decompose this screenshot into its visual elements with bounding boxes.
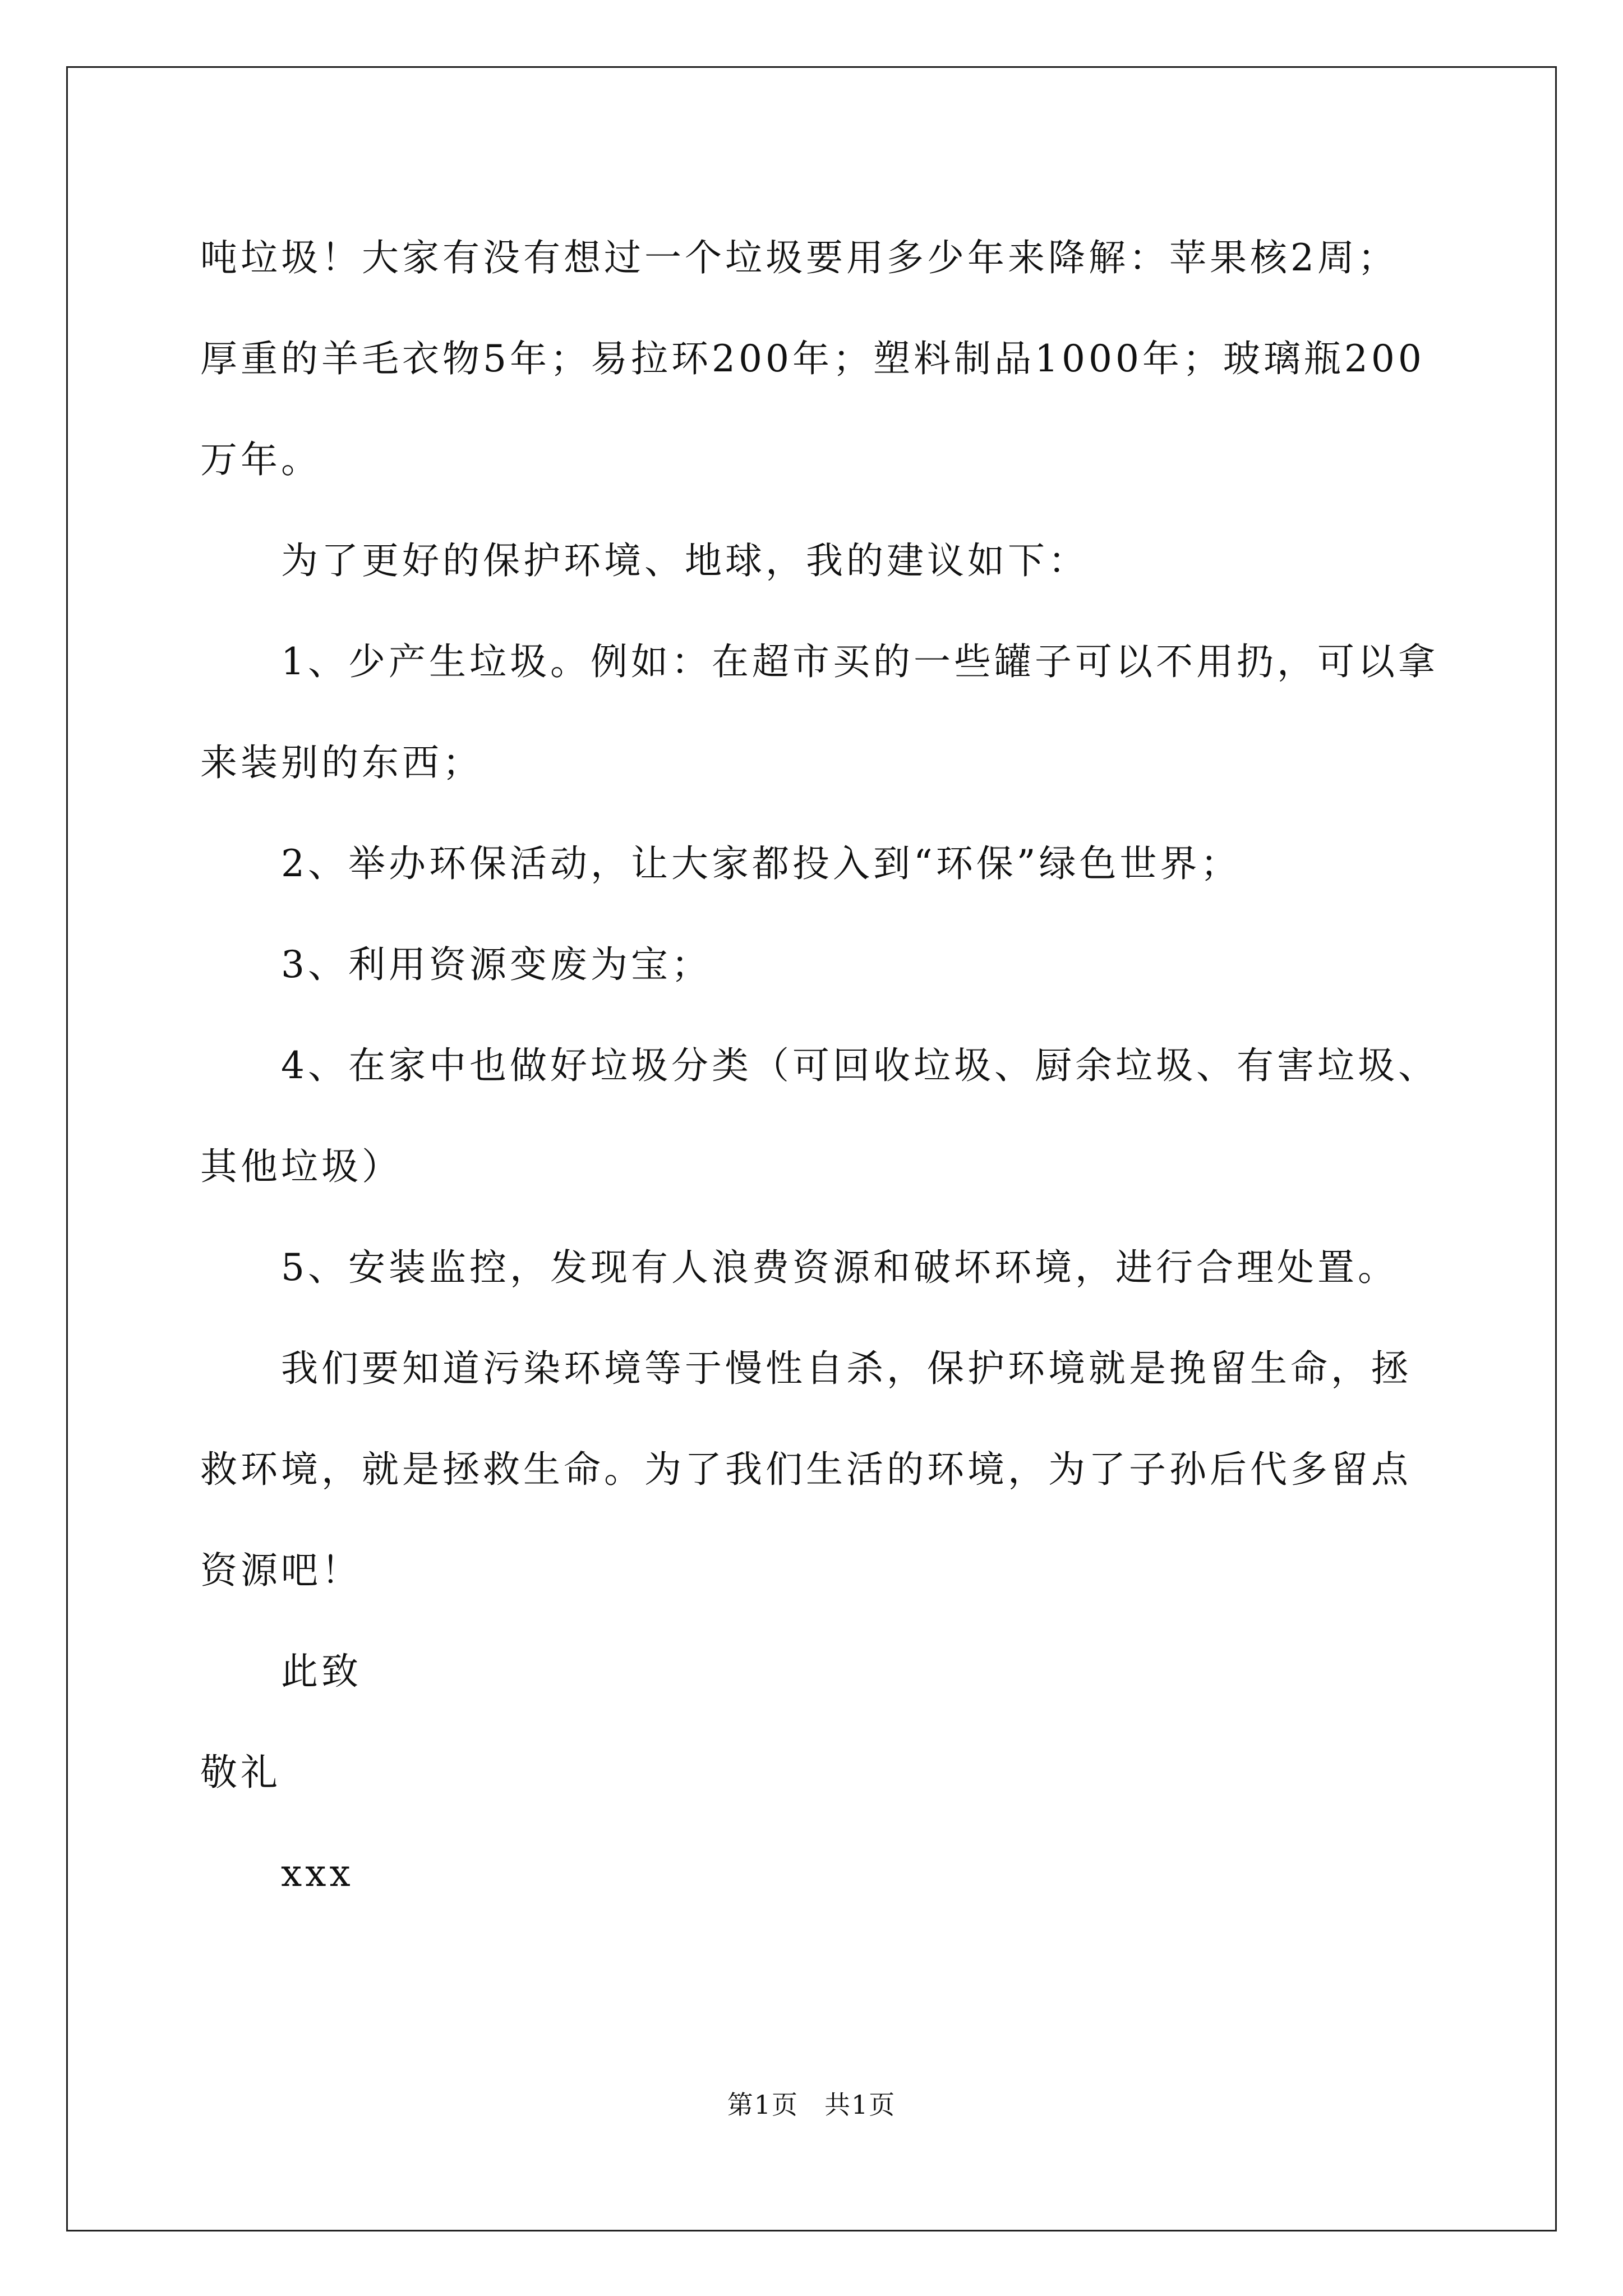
text-line: 其他垃圾）: [200, 1145, 402, 1188]
text-line: 救环境，就是拯救生命。为了我们生活的环境，为了子孙后代多留点: [200, 1448, 1412, 1491]
page-number-total: 共1页: [824, 2090, 896, 2120]
text-line: 来装别的东西；: [200, 741, 483, 784]
text-line: 吨垃圾！大家有没有想过一个垃圾要用多少年来降解：苹果核2周；: [200, 236, 1398, 279]
signature: xxx: [281, 1852, 354, 1895]
page-number-current: 第1页: [727, 2090, 799, 2120]
text-line: 1、少产生垃圾。例如：在超市买的一些罐子可以不用扔，可以拿: [281, 640, 1438, 683]
closing-regards: 敬礼: [200, 1751, 281, 1794]
text-line: 3、利用资源变废为宝；: [281, 943, 712, 986]
text-line: 我们要知道污染环境等于慢性自杀，保护环境就是挽留生命，拯: [281, 1347, 1412, 1390]
text-line: 厚重的羊毛衣物5年；易拉环200年；塑料制品1000年；玻璃瓶200: [200, 337, 1425, 380]
text-line: 2、举办环保活动，让大家都投入到“环保”绿色世界；: [281, 842, 1241, 885]
page-footer: [0, 2088, 1623, 2122]
text-line: 5、安装监控，发现有人浪费资源和破坏环境，进行合理处置。: [281, 1246, 1398, 1289]
text-line: 资源吧！: [200, 1549, 362, 1592]
document-body: [200, 208, 1456, 1924]
text-line: 为了更好的保护环境、地球，我的建议如下：: [281, 539, 1089, 582]
text-line: 4、在家中也做好垃圾分类（可回收垃圾、厨余垃圾、有害垃圾、: [281, 1044, 1438, 1087]
text-line: 万年。: [200, 438, 321, 481]
closing-salutation: 此致: [281, 1650, 362, 1693]
